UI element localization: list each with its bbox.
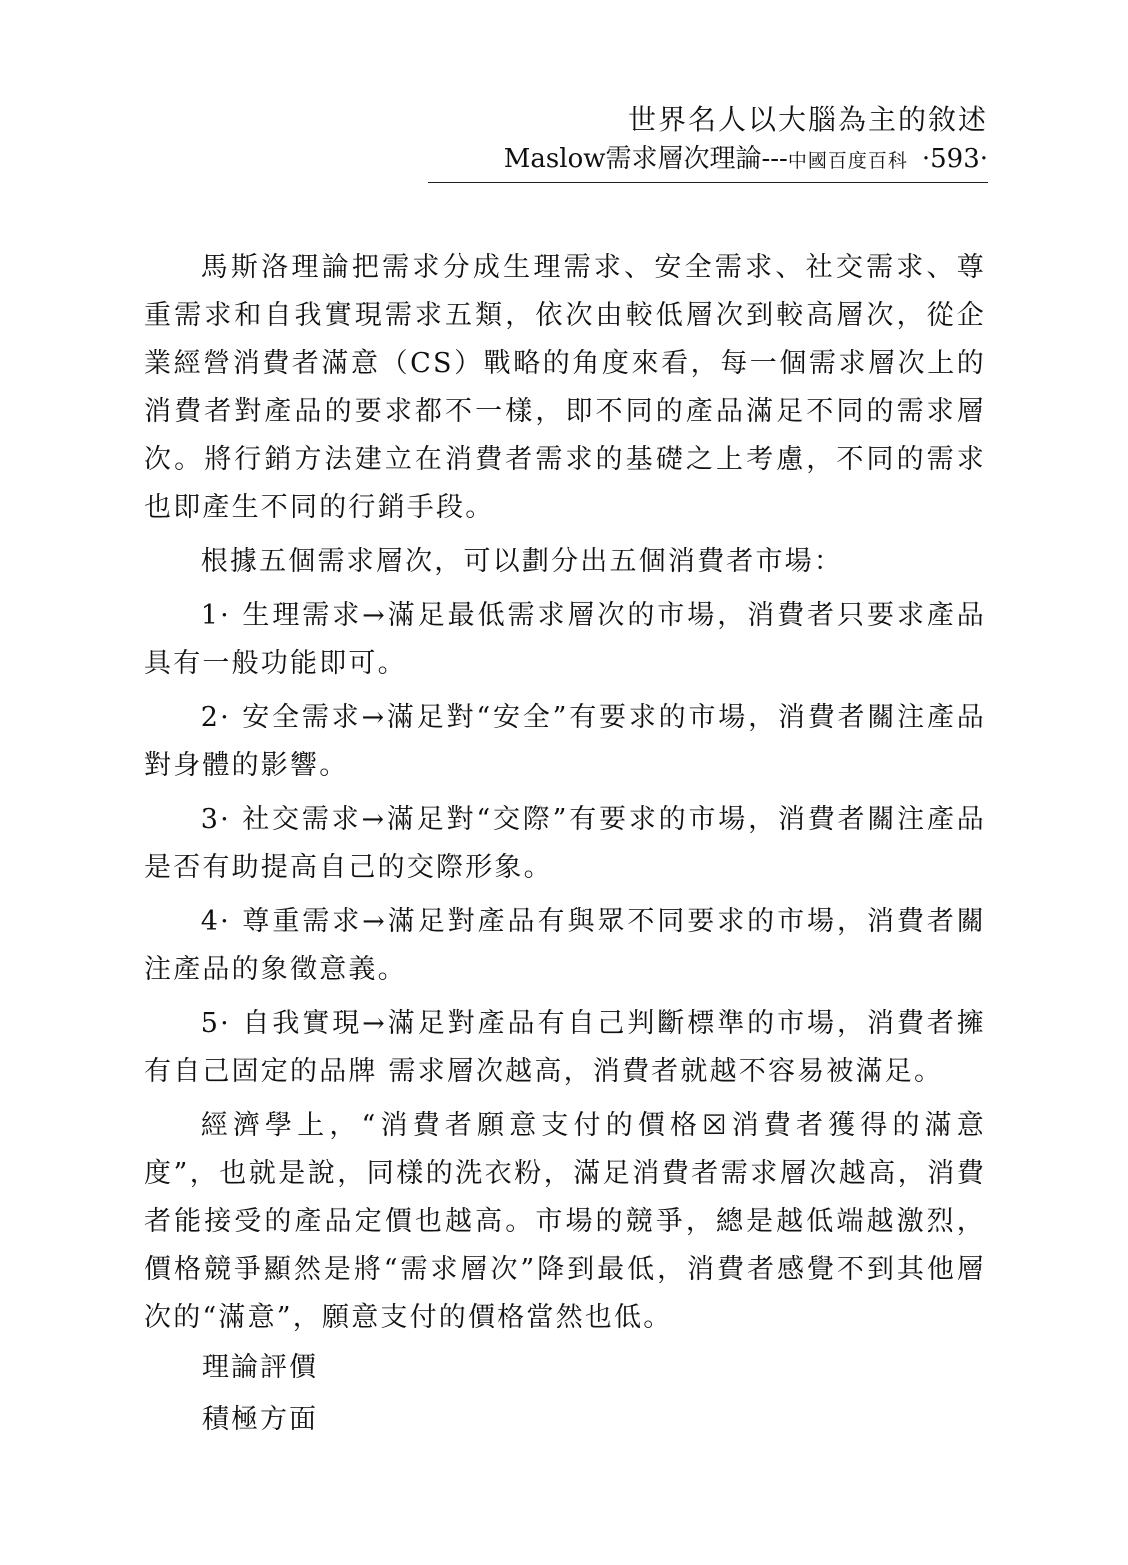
section-subheading: 積極方面 <box>202 1404 318 1435</box>
header-subtitle <box>428 140 988 183</box>
paragraph: 馬斯洛理論把需求分成生理需求、安全需求、社交需求、尊重需求和自我實現需求五類，依次由較低層次到較高層次，從企業經營消費者滿意（CS）戰略的角度來看，每一個需求層次上的消費者對產品的要求都不一樣，即不同的產品滿足不同的需求層次。將行銷方法建立在消費者需求的基礎之上考慮，不同的需求也即產生不同的行銷手段。 <box>144 252 986 523</box>
list-item: 2· 安全需求→滿足對“安全”有要求的市場，消費者關注產品對身體的影響。 <box>144 702 986 781</box>
list-item: 3· 社交需求→滿足對“交際”有要求的市場，消費者關注產品是否有助提高自己的交際形象。 <box>144 804 986 883</box>
header-subtitle-main: Maslow需求層次理論--- <box>503 144 788 174</box>
list-item: 1· 生理需求→滿足最低需求層次的市場，消費者只要求產品具有一般功能即可。 <box>144 600 986 679</box>
page-header <box>428 100 988 183</box>
header-subtitle-source: 中國百度百科 <box>787 150 908 172</box>
paragraph: 根據五個需求層次，可以劃分出五個消費者市場： <box>200 546 844 577</box>
list-item: 5· 自我實現→滿足對產品有自己判斷標準的市場，消費者擁有自己固定的品牌 需求層次越高，消費者就越不容易被滿足。 <box>144 1008 986 1087</box>
section-heading: 理論評價 <box>202 1352 318 1383</box>
header-title: 世界名人以大腦為主的敘述 <box>627 103 988 136</box>
document-body <box>144 244 986 1342</box>
list-item: 4· 尊重需求→滿足對產品有與眾不同要求的市場，消費者關注產品的象徵意義。 <box>144 906 986 985</box>
paragraph: 經濟學上，“消費者願意支付的價格☒消費者獲得的滿意度”，也就是說，同樣的洗衣粉，滿足消費者需求層次越高，消費者能接受的產品定價也越高。市場的競爭，總是越低端越激烈，價格競爭顯然是將“需求層次”降到最低，消費者感覺不到其他層次的“滿意”，願意支付的價格當然也低。 <box>144 1110 986 1333</box>
page-number: ·593· <box>921 144 988 174</box>
